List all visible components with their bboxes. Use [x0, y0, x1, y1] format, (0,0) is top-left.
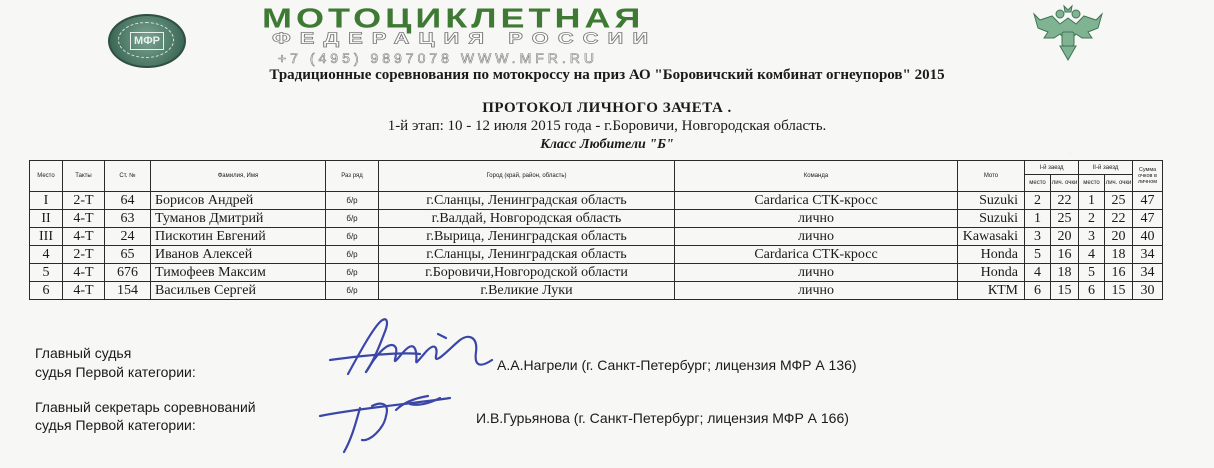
cell-sum: 30	[1133, 282, 1163, 300]
cell-race1-place: 2	[1025, 192, 1051, 210]
org-title: МОТОЦИКЛЕТНАЯ	[262, 1, 645, 34]
cell-race1-place: 4	[1025, 264, 1051, 282]
cell-sum: 34	[1133, 264, 1163, 282]
cell-moto: Honda	[958, 264, 1025, 282]
cell-race1-points: 20	[1051, 228, 1079, 246]
cell-start-no: 24	[105, 228, 151, 246]
cell-place: 5	[30, 264, 63, 282]
cell-race1-points: 16	[1051, 246, 1079, 264]
cell-rank: б/р	[326, 228, 379, 246]
cell-moto: Honda	[958, 246, 1025, 264]
cell-sum: 47	[1133, 192, 1163, 210]
event-title: Традиционные соревнования по мотокроссу на приз АО "Боровичский комбинат огнеупоров" 2015	[269, 67, 945, 83]
cell-race1-points: 25	[1051, 210, 1079, 228]
judge-label-line1: Главный судья	[35, 345, 132, 361]
cell-start-no: 676	[105, 264, 151, 282]
table-row	[30, 282, 1163, 300]
cell-race1-points: 15	[1051, 282, 1079, 300]
secretary-label-line2: судья Первой категории:	[35, 417, 196, 433]
cell-race2-place: 5	[1079, 264, 1105, 282]
cell-city: г.Сланцы, Ленинградская область	[379, 246, 675, 264]
cell-race2-place: 3	[1079, 228, 1105, 246]
cell-moto: КТМ	[958, 282, 1025, 300]
table-header-row	[30, 161, 1163, 175]
cell-race1-place: 6	[1025, 282, 1051, 300]
cell-strokes: 4-Т	[63, 228, 105, 246]
header-start-no: Ст. №	[105, 161, 151, 192]
header-footnote-mark: ·	[1070, 151, 1072, 156]
cell-moto: Suzuki	[958, 192, 1025, 210]
cell-sum: 47	[1133, 210, 1163, 228]
double-headed-eagle-icon	[1030, 4, 1106, 64]
header-city: Город (край, район, область)	[379, 161, 675, 192]
cell-team: лично	[675, 228, 958, 246]
cell-moto: Kawasaki	[958, 228, 1025, 246]
secretary-name: И.В.Гурьянова (г. Санкт-Петербург; лицензия МФР А 166)	[476, 410, 849, 426]
cell-start-no: 63	[105, 210, 151, 228]
cell-race2-place: 2	[1079, 210, 1105, 228]
header-name: Фамилия, Имя	[151, 161, 326, 192]
cell-city: г.Великие Луки	[379, 282, 675, 300]
cell-race1-place: 5	[1025, 246, 1051, 264]
header-sum: Сумма очков в личном	[1133, 161, 1163, 192]
cell-city: г.Сланцы, Ленинградская область	[379, 192, 675, 210]
handwritten-signature-icon	[300, 312, 520, 467]
cell-place: 6	[30, 282, 63, 300]
header-race2-place: место	[1079, 175, 1105, 192]
cell-team: лично	[675, 282, 958, 300]
cell-team: Cardarica СТК-кросс	[675, 246, 958, 264]
cell-race2-place: 6	[1079, 282, 1105, 300]
org-contacts: +7 (495) 9897078 WWW.MFR.RU	[278, 50, 599, 66]
cell-race2-points: 22	[1105, 210, 1133, 228]
cell-rank: б/р	[326, 282, 379, 300]
table-row	[30, 192, 1163, 210]
cell-team: лично	[675, 210, 958, 228]
cell-start-no: 154	[105, 282, 151, 300]
cell-rank: б/р	[326, 264, 379, 282]
cell-race2-place: 4	[1079, 246, 1105, 264]
cell-place: III	[30, 228, 63, 246]
cell-strokes: 2-Т	[63, 246, 105, 264]
header-race1-points: лич. очки	[1051, 175, 1079, 192]
header-team: Команда	[675, 161, 958, 192]
cell-start-no: 64	[105, 192, 151, 210]
cell-name: Пискотин Евгений	[151, 228, 326, 246]
cell-sum: 40	[1133, 228, 1163, 246]
header-race2: II-й заезд	[1079, 161, 1133, 175]
table-row	[30, 264, 1163, 282]
cell-race2-points: 25	[1105, 192, 1133, 210]
judge-name: А.А.Нагрели (г. Санкт-Петербург; лицензия МФР А 136)	[497, 357, 857, 373]
header-strokes: Такты	[63, 161, 105, 192]
table-row	[30, 228, 1163, 246]
cell-team: Cardarica СТК-кросс	[675, 192, 958, 210]
cell-place: I	[30, 192, 63, 210]
secretary-label-line1: Главный секретарь соревнований	[35, 399, 256, 415]
header-place: Место	[30, 161, 63, 192]
stage-info: 1-й этап: 10 - 12 июля 2015 года - г.Боровичи, Новгородская область.	[387, 118, 827, 134]
mfr-logo	[108, 14, 186, 68]
table-row	[30, 210, 1163, 228]
cell-strokes: 2-Т	[63, 192, 105, 210]
judge-label-line2: судья Первой категории:	[35, 364, 196, 380]
header-moto: Мото	[958, 161, 1025, 192]
cell-name: Туманов Дмитрий	[151, 210, 326, 228]
cell-place: 4	[30, 246, 63, 264]
cell-race2-points: 20	[1105, 228, 1133, 246]
cell-name: Васильев Сергей	[151, 282, 326, 300]
cell-start-no: 65	[105, 246, 151, 264]
cell-place: II	[30, 210, 63, 228]
cell-race1-place: 1	[1025, 210, 1051, 228]
protocol-title: ПРОТОКОЛ ЛИЧНОГО ЗАЧЕТА .	[482, 100, 732, 116]
org-subtitle: ФЕДЕРАЦИЯ РОССИИ	[272, 29, 658, 47]
cell-name: Борисов Андрей	[151, 192, 326, 210]
cell-race2-points: 16	[1105, 264, 1133, 282]
cell-team: лично	[675, 264, 958, 282]
header-race1: I-й заезд	[1025, 161, 1079, 175]
cell-city: г.Валдай, Новгородская область	[379, 210, 675, 228]
cell-sum: 34	[1133, 246, 1163, 264]
cell-rank: б/р	[326, 210, 379, 228]
cell-strokes: 4-Т	[63, 264, 105, 282]
cell-race1-points: 18	[1051, 264, 1079, 282]
cell-name: Иванов Алексей	[151, 246, 326, 264]
cell-rank: б/р	[326, 246, 379, 264]
cell-race2-place: 1	[1079, 192, 1105, 210]
table-row	[30, 246, 1163, 264]
logo-mark: МФР	[130, 32, 164, 50]
cell-strokes: 4-Т	[63, 210, 105, 228]
cell-race2-points: 15	[1105, 282, 1133, 300]
cell-city: г.Вырица, Ленинградская область	[379, 228, 675, 246]
cell-name: Тимофеев Максим	[151, 264, 326, 282]
cell-moto: Suzuki	[958, 210, 1025, 228]
cell-rank: б/р	[326, 192, 379, 210]
cell-race1-place: 3	[1025, 228, 1051, 246]
cell-race1-points: 22	[1051, 192, 1079, 210]
header-race2-points: лич. очки	[1105, 175, 1133, 192]
results-table	[29, 160, 1163, 300]
class-name: Класс Любители "Б"	[540, 137, 674, 152]
header-race1-place: место	[1025, 175, 1051, 192]
header-rank: Раз ряд	[326, 161, 379, 192]
cell-race2-points: 18	[1105, 246, 1133, 264]
cell-strokes: 4-Т	[63, 282, 105, 300]
cell-city: г.Боровичи,Новгородской области	[379, 264, 675, 282]
